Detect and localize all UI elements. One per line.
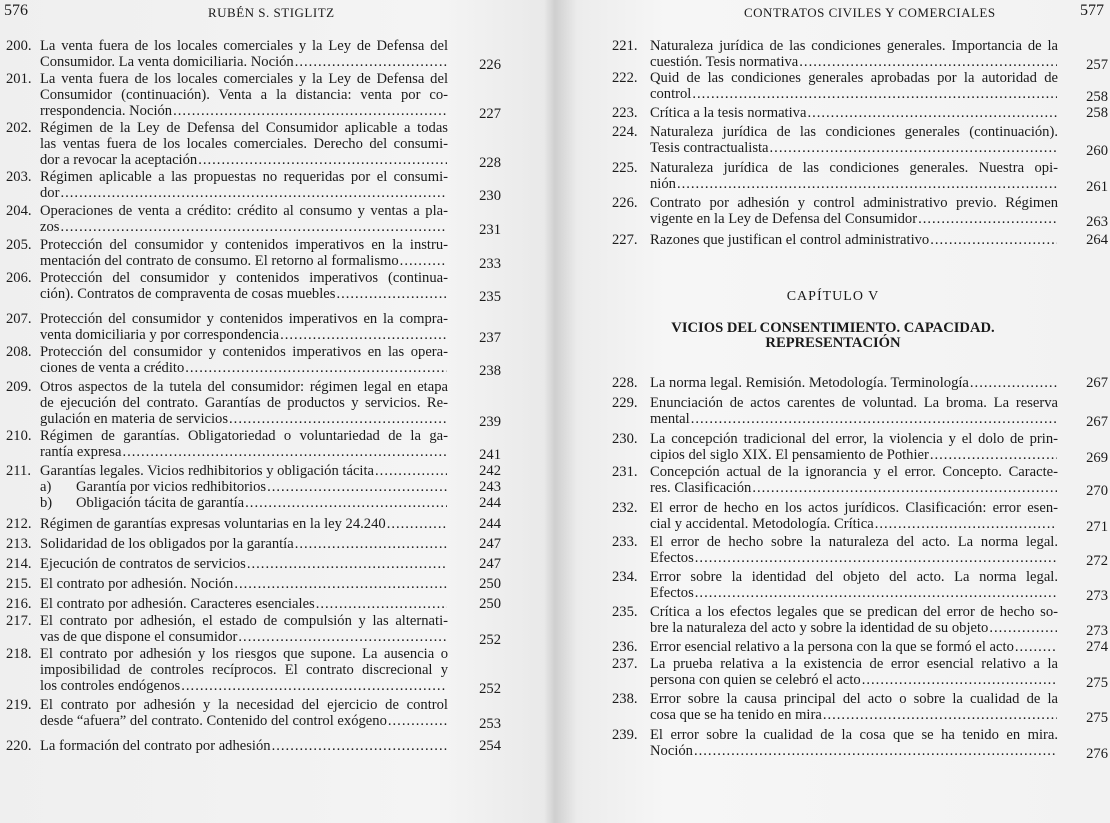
entry-title-line: La concepción tradicional del error, la violencia y el dolo de prin- — [650, 431, 1058, 447]
entry-page-number: 275 — [1086, 710, 1108, 726]
entry-page-number: 235 — [479, 289, 501, 305]
dot-leader — [691, 411, 1057, 427]
toc-entry — [0, 613, 520, 648]
dot-leader — [752, 480, 1057, 496]
entry-title-line: Error esencial relativo a la persona con la que se formó el acto — [650, 639, 1014, 655]
toc-entry — [556, 656, 1108, 691]
dot-leader — [272, 738, 447, 754]
dot-leader — [316, 596, 447, 612]
entry-title-line: Error sobre la causa principal del acto o sobre la cualidad de la — [650, 691, 1058, 707]
entry-page-number: 272 — [1086, 553, 1108, 569]
entry-title-line: El contrato por adhesión y la necesidad del ejercicio de control — [40, 697, 448, 713]
entry-title-line: Consumidor (continuación). Venta a la distancia: venta por co- — [40, 87, 448, 103]
toc-subentry — [0, 479, 520, 495]
entry-title-line: El error de hecho sobre la naturaleza del acto. La norma legal. — [650, 534, 1058, 550]
entry-page-number: 226 — [479, 57, 501, 73]
entry-page-number: 258 — [1086, 89, 1108, 105]
dot-leader — [400, 253, 447, 269]
entry-title-line: Operaciones de venta a crédito: crédito al consumo y ventas a pla- — [40, 203, 448, 219]
entry-number: 214. — [6, 556, 32, 572]
toc-entry — [0, 270, 520, 305]
entry-page-number: 228 — [479, 155, 501, 171]
dot-leader — [238, 629, 447, 645]
entry-page-number: 264 — [1086, 232, 1108, 248]
toc-entry — [556, 195, 1108, 230]
entry-title-line: Crítica a los efectos legales que se predican del error de hecho so- — [650, 604, 1058, 620]
entry-page-number: 267 — [1086, 414, 1108, 430]
dot-leader — [1015, 639, 1057, 655]
entry-title-line: Naturaleza jurídica de las condiciones generales. Nuestra opi- — [650, 160, 1058, 176]
toc-entry — [556, 431, 1108, 466]
entry-title-line: cuestión. Tesis normativa — [650, 54, 799, 70]
entry-title-line: Efectos — [650, 550, 694, 566]
entry-page-number: 269 — [1086, 450, 1108, 466]
entry-number: 206. — [6, 270, 32, 286]
entry-title-line: Naturaleza jurídica de las condiciones generales (continuación). — [650, 124, 1058, 140]
dot-leader — [875, 516, 1057, 532]
entry-number: 220. — [6, 738, 32, 754]
toc-entry — [556, 727, 1108, 762]
entry-title-line: Protección del consumidor y contenidos imperativos (continua- — [40, 270, 448, 286]
entry-title-line: nión — [650, 176, 676, 192]
entry-page-number: 230 — [479, 188, 501, 204]
dot-leader — [918, 211, 1057, 227]
toc-entry — [556, 604, 1108, 639]
entry-number: 210. — [6, 428, 32, 444]
entry-page-number: 275 — [1086, 675, 1108, 691]
entry-title-line: Régimen de garantías expresas voluntarias en la ley 24.240 — [40, 516, 386, 532]
entry-title-line: control — [650, 86, 692, 102]
dot-leader — [694, 743, 1057, 759]
toc-entry — [0, 576, 520, 592]
page-number: 577 — [1080, 2, 1104, 19]
entry-page-number: 233 — [479, 256, 501, 272]
entry-title-line: La venta fuera de los locales comerciales y la Ley de Defensa del — [40, 38, 448, 54]
entry-number: 219. — [6, 697, 32, 713]
entry-title-line: bre la naturaleza del acto y sobre la identidad de su objeto — [650, 620, 989, 636]
entry-number: 223. — [612, 105, 638, 121]
entry-page-number: 263 — [1086, 214, 1108, 230]
dot-leader — [295, 536, 447, 552]
entry-page-number: 239 — [479, 414, 501, 430]
entry-number: 201. — [6, 71, 32, 87]
entry-number: 233. — [612, 534, 638, 550]
entry-page-number: 227 — [479, 106, 501, 122]
entry-title-line: Protección del consumidor y contenidos imperativos en las opera- — [40, 344, 448, 360]
entry-title-line: los controles endógenos — [40, 678, 181, 694]
entry-page-number: 242 — [479, 463, 501, 479]
entry-page-number: 244 — [479, 516, 501, 532]
toc-entry — [0, 379, 520, 430]
toc-entry — [0, 428, 520, 463]
entry-page-number: 273 — [1086, 588, 1108, 604]
entry-number: 218. — [6, 646, 32, 662]
entry-number: 230. — [612, 431, 638, 447]
entry-title-line: El error de hecho en los actos jurídicos. Clasificación: error esen- — [650, 500, 1058, 516]
dot-leader — [387, 516, 447, 532]
entry-page-number: 252 — [479, 681, 501, 697]
toc-entry — [556, 534, 1108, 569]
toc-entry — [556, 569, 1108, 604]
dot-leader — [336, 286, 447, 302]
entry-title-line: cipios del siglo XIX. El pensamiento de Pothier — [650, 447, 929, 463]
dot-leader — [247, 556, 447, 572]
toc-entry — [0, 596, 520, 612]
entry-title-line: El contrato por adhesión, el estado de compulsión y las alternati- — [40, 613, 448, 629]
dot-leader — [823, 707, 1057, 723]
dot-leader — [677, 176, 1057, 192]
toc-entry — [0, 646, 520, 697]
entry-number: 221. — [612, 38, 638, 54]
entry-number: 232. — [612, 500, 638, 516]
toc-entry — [0, 203, 520, 238]
entry-title-line: Efectos — [650, 585, 694, 601]
right-page — [556, 0, 1110, 823]
entry-title-line: Quid de las condiciones generales aprobadas por la autoridad de — [650, 70, 1058, 86]
entry-title-line: Contrato por adhesión y control administrativo previo. Régimen — [650, 195, 1058, 211]
entry-page-number: 258 — [1086, 105, 1108, 121]
entry-title-line: La venta fuera de los locales comerciales y la Ley de Defensa del — [40, 71, 448, 87]
entry-title-line: El contrato por adhesión y los riesgos que supone. La ausencia o — [40, 646, 448, 662]
dot-leader — [388, 713, 447, 729]
entry-title-line: Protección del consumidor y contenidos imperativos en la compra- — [40, 311, 448, 327]
entry-number: 211. — [6, 463, 31, 479]
dot-leader — [295, 54, 447, 70]
entry-number: 200. — [6, 38, 32, 54]
entry-page-number: 237 — [479, 330, 501, 346]
entry-number: 202. — [6, 120, 32, 136]
entry-page-number: 271 — [1086, 519, 1108, 535]
entry-number: a) — [40, 479, 52, 495]
toc-entry — [0, 536, 520, 552]
toc-entry — [556, 70, 1108, 105]
entry-number: 226. — [612, 195, 638, 211]
entry-number: 213. — [6, 536, 32, 552]
toc-entry — [0, 738, 520, 754]
entry-page-number: 276 — [1086, 746, 1108, 762]
entry-title-line: desde “afuera” del contrato. Contenido del control exógeno — [40, 713, 387, 729]
toc-subentry — [0, 495, 520, 511]
toc-entry — [556, 395, 1108, 430]
entry-number: 217. — [6, 613, 32, 629]
toc-entry — [0, 516, 520, 532]
entry-title-line: venta domiciliaria y por correspondencia — [40, 327, 280, 343]
running-head: CONTRATOS CIVILES Y COMERCIALES — [744, 5, 996, 20]
dot-leader — [267, 479, 447, 495]
entry-title-line: cosa que se ha tenido en mira — [650, 707, 822, 723]
toc-entry — [0, 237, 520, 272]
dot-leader — [375, 463, 447, 479]
entry-title-line: Error sobre la identidad del objeto del acto. La norma legal. — [650, 569, 1058, 585]
entry-page-number: 270 — [1086, 483, 1108, 499]
toc-entry — [0, 344, 520, 379]
entry-number: 216. — [6, 596, 32, 612]
entry-page-number: 247 — [479, 536, 501, 552]
entry-title-line: ciones de venta a crédito — [40, 360, 185, 376]
entry-title-line: Consumidor. La venta domiciliaria. Noción — [40, 54, 294, 70]
entry-number: 204. — [6, 203, 32, 219]
toc-entry — [556, 500, 1108, 535]
entry-number: 228. — [612, 375, 638, 391]
entry-page-number: 274 — [1086, 639, 1108, 655]
dot-leader — [60, 185, 447, 201]
dot-leader — [245, 495, 447, 511]
entry-title-line: Régimen aplicable a las propuestas no requeridas por el consumi- — [40, 169, 448, 185]
entry-title-line: Crítica a la tesis normativa — [650, 105, 807, 121]
entry-title-line: vigente en la Ley de Defensa del Consumidor — [650, 211, 918, 227]
dot-leader — [122, 444, 447, 460]
entry-page-number: 250 — [479, 576, 501, 592]
entry-number: 222. — [612, 70, 638, 86]
entry-number: 229. — [612, 395, 638, 411]
entry-title-line: El contrato por adhesión. Caracteres esenciales — [40, 596, 315, 612]
toc-entry — [0, 463, 520, 479]
entry-page-number: 250 — [479, 596, 501, 612]
dot-leader — [807, 105, 1057, 121]
toc-entry — [556, 691, 1108, 726]
entry-title-line: rantía expresa — [40, 444, 122, 460]
entry-page-number: 241 — [479, 447, 501, 463]
entry-page-number: 260 — [1086, 143, 1108, 159]
entry-number: 238. — [612, 691, 638, 707]
entry-title-line: Otros aspectos de la tutela del consumidor: régimen legal en etapa — [40, 379, 448, 395]
chapter-title: VICIOS DEL CONSENTIMIENTO. CAPACIDAD. REPRESENTACIÓN — [671, 320, 995, 351]
entry-page-number: 252 — [479, 632, 501, 648]
toc-entry — [556, 639, 1106, 655]
entry-title-line: res. Clasificación — [650, 480, 752, 496]
entry-number: b) — [40, 495, 53, 511]
dot-leader — [862, 672, 1057, 688]
entry-title-line: Noción — [650, 743, 693, 759]
entry-number: 225. — [612, 160, 638, 176]
toc-entry — [556, 232, 1106, 248]
toc-entry — [0, 556, 520, 572]
chapter-label: CAPÍTULO V — [786, 289, 880, 304]
toc-entry — [0, 311, 520, 346]
entry-number: 208. — [6, 344, 32, 360]
toc-entry — [556, 105, 1106, 121]
toc-entry — [0, 71, 520, 122]
dot-leader — [181, 678, 447, 694]
entry-title-line: cial y accidental. Metodología. Crítica — [650, 516, 874, 532]
entry-title-line: Naturaleza jurídica de las condiciones generales. Importancia de la — [650, 38, 1058, 54]
entry-number: 227. — [612, 232, 638, 248]
entry-title-line: Enunciación de actos carentes de voluntad. La broma. La reserva — [650, 395, 1058, 411]
dot-leader — [930, 232, 1057, 248]
entry-page-number: 231 — [479, 222, 501, 238]
entry-number: 209. — [6, 379, 32, 395]
dot-leader — [695, 550, 1057, 566]
entry-title-line: Protección del consumidor y contenidos imperativos en la instru- — [40, 237, 448, 253]
entry-title-line: Régimen de la Ley de Defensa del Consumidor aplicable a todas — [40, 120, 448, 136]
entry-title-line: mental — [650, 411, 690, 427]
entry-title-line: Ejecución de contratos de servicios — [40, 556, 246, 572]
entry-title-line: mentación del contrato de consumo. El retorno al formalismo — [40, 253, 399, 269]
entry-title-line: de ejecución del contrato. Garantías de productos y servicios. Re- — [40, 395, 448, 411]
entry-page-number: 267 — [1086, 375, 1108, 391]
dot-leader — [198, 152, 447, 168]
toc-entry — [0, 38, 520, 73]
entry-title-line: Garantía por vicios redhibitorios — [76, 479, 267, 495]
entry-title-line: dor a revocar la aceptación — [40, 152, 198, 168]
dot-leader — [173, 103, 447, 119]
entry-number: 234. — [612, 569, 638, 585]
entry-number: 205. — [6, 237, 32, 253]
left-page — [0, 0, 540, 823]
toc-entry — [556, 124, 1108, 159]
entry-title-line: Régimen de garantías. Obligatoriedad o voluntariedad de la ga- — [40, 428, 448, 444]
entry-title-line: El error sobre la cualidad de la cosa que se ha tenido en mira. — [650, 727, 1058, 743]
entry-number: 231. — [612, 464, 638, 480]
entry-page-number: 253 — [479, 716, 501, 732]
dot-leader — [280, 327, 447, 343]
entry-page-number: 238 — [479, 363, 501, 379]
entry-title-line: rrespondencia. Noción — [40, 103, 173, 119]
running-head: RUBÉN S. STIGLITZ — [208, 5, 335, 20]
entry-title-line: gulación en materia de servicios — [40, 411, 229, 427]
dot-leader — [60, 219, 447, 235]
dot-leader — [799, 54, 1057, 70]
dot-leader — [770, 140, 1057, 156]
entry-title-line: vas de que dispone el consumidor — [40, 629, 238, 645]
entry-number: 224. — [612, 124, 638, 140]
entry-page-number: 243 — [479, 479, 501, 495]
entry-number: 236. — [612, 639, 638, 655]
entry-number: 203. — [6, 169, 32, 185]
toc-entry — [556, 464, 1108, 499]
entry-title-line: las ventas fuera de los locales comerciales. Derecho del consumi- — [40, 136, 448, 152]
entry-number: 235. — [612, 604, 638, 620]
entry-number: 212. — [6, 516, 32, 532]
entry-title-line: Razones que justifican el control administrativo — [650, 232, 930, 248]
dot-leader — [692, 86, 1057, 102]
entry-title-line: La norma legal. Remisión. Metodología. Terminología — [650, 375, 969, 391]
dot-leader — [930, 447, 1057, 463]
dot-leader — [229, 411, 447, 427]
page-number: 576 — [4, 2, 28, 19]
entry-number: 237. — [612, 656, 638, 672]
toc-entry — [0, 697, 520, 732]
dot-leader — [989, 620, 1057, 636]
entry-title-line: El contrato por adhesión. Noción — [40, 576, 234, 592]
dot-leader — [695, 585, 1057, 601]
entry-page-number: 257 — [1086, 57, 1108, 73]
dot-leader — [234, 576, 447, 592]
entry-number: 239. — [612, 727, 638, 743]
entry-page-number: 261 — [1086, 179, 1108, 195]
toc-entry — [0, 169, 520, 204]
entry-title-line: Solidaridad de los obligados por la garantía — [40, 536, 294, 552]
entry-page-number: 244 — [479, 495, 501, 511]
entry-title-line: dor — [40, 185, 60, 201]
entry-page-number: 247 — [479, 556, 501, 572]
entry-title-line: imposibilidad de controles recíprocos. El contrato discrecional y — [40, 662, 448, 678]
entry-title-line: Concepción actual de la ignorancia y el error. Concepto. Caracte- — [650, 464, 1058, 480]
entry-title-line: La prueba relativa a la existencia de error esencial relativo a la — [650, 656, 1058, 672]
entry-title-line: ción). Contratos de compraventa de cosas muebles — [40, 286, 336, 302]
dot-leader — [970, 375, 1057, 391]
toc-entry — [556, 375, 1106, 391]
entry-number: 215. — [6, 576, 32, 592]
entry-title-line: zos — [40, 219, 60, 235]
entry-number: 207. — [6, 311, 32, 327]
entry-title-line: Obligación tácita de garantía — [76, 495, 245, 511]
entry-title-line: Tesis contractualista — [650, 140, 769, 156]
dot-leader — [185, 360, 447, 376]
entry-title-line: Garantías legales. Vicios redhibitorios y obligación tácita — [40, 463, 375, 479]
entry-page-number: 254 — [479, 738, 501, 754]
toc-entry — [556, 38, 1108, 73]
toc-entry — [0, 120, 520, 171]
toc-entry — [556, 160, 1108, 195]
entry-title-line: persona con quien se celebró el acto — [650, 672, 861, 688]
entry-page-number: 273 — [1086, 623, 1108, 639]
entry-title-line: La formación del contrato por adhesión — [40, 738, 271, 754]
